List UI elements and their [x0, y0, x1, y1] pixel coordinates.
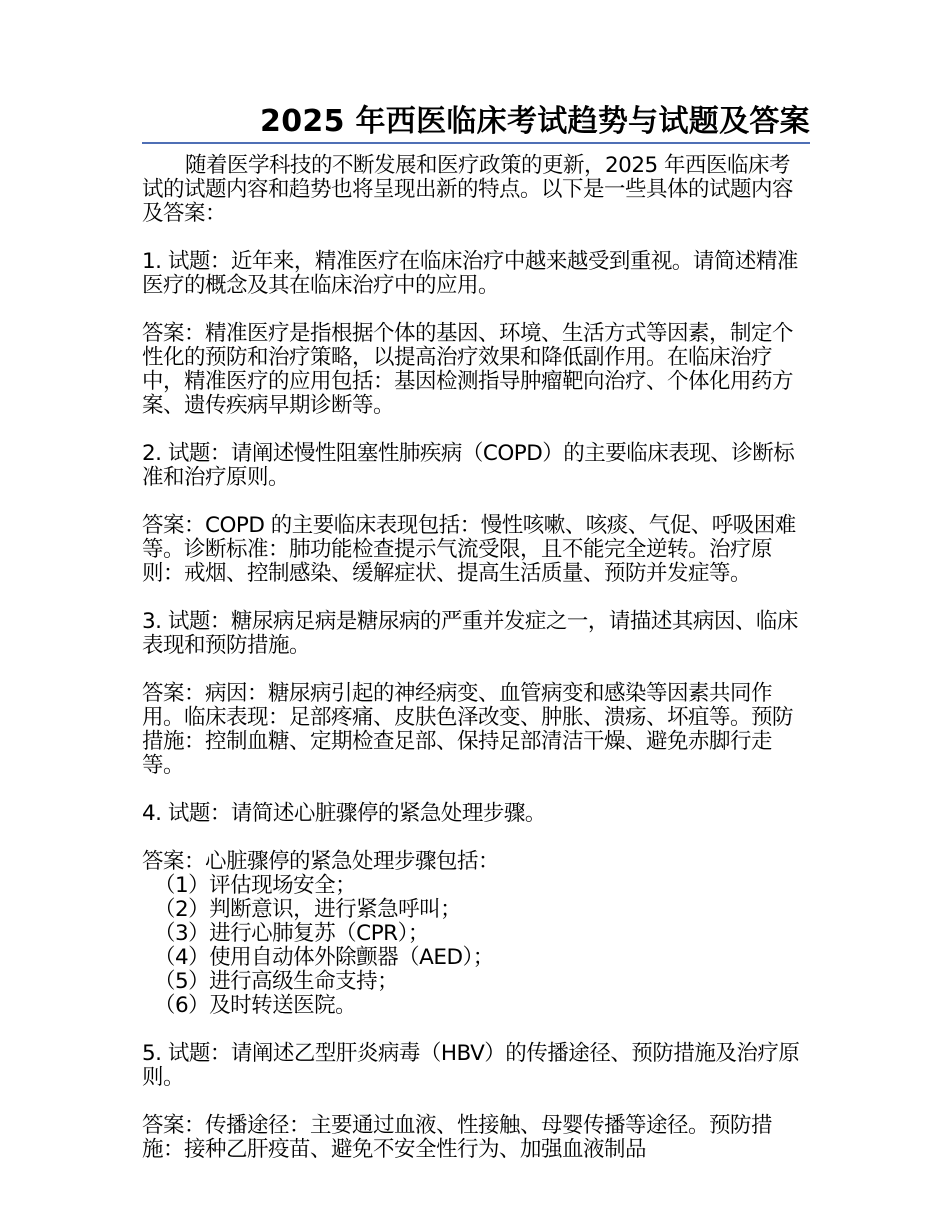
document-page [142, 102, 810, 1186]
answer-5: 答案：传播途径：主要通过血液、性接触、母婴传播等途径。预防措施：接种乙肝疫苗、避免不安全性行为、加强血液制品 [142, 1113, 773, 1162]
intro-paragraph: 随着医学科技的不断发展和医疗政策的更新，2025 年西医临床考试的试题内容和趋势也将呈现出新的特点。以下是一些具体的试题内容及答案： [142, 153, 794, 226]
question-4: 4. 试题：请简述心脏骤停的紧急处理步骤。 [142, 801, 546, 826]
answer-4-step: （1）评估现场安全； [154, 873, 357, 898]
answer-1: 答案：精准医疗是指根据个体的基因、环境、生活方式等因素，制定个性化的预防和治疗策略，以提高治疗效果和降低副作用。在临床治疗中，精准医疗的应用包括：基因检测指导肿瘤靶向治疗、个体化用药方案、遗传疾病早期诊断等。 [142, 321, 794, 418]
answer-4-step: （5）进行高级生命支持； [154, 969, 399, 994]
answer-4-step: （3）进行心肺复苏（CPR）； [154, 921, 429, 946]
question-3: 3. 试题：糖尿病足病是糖尿病的严重并发症之一，请描述其病因、临床表现和预防措施。 [142, 609, 798, 658]
answer-4-step: （4）使用自动体外除颤器（AED）； [154, 945, 494, 970]
page-title: 2025 年西医临床考试趋势与试题及答案 [260, 104, 810, 139]
question-1: 1. 试题：近年来，精准医疗在临床治疗中越来越受到重视。请简述精准医疗的概念及其在临床治疗中的应用。 [142, 249, 798, 298]
question-5: 5. 试题：请阐述乙型肝炎病毒（HBV）的传播途径、预防措施及治疗原则。 [142, 1041, 800, 1090]
answer-4-intro: 答案：心脏骤停的紧急处理步骤包括： [142, 849, 500, 874]
answer-2: 答案：COPD 的主要临床表现包括：慢性咳嗽、咳痰、气促、呼吸困难等。诊断标准：肺功能检查提示气流受限，且不能完全逆转。治疗原则：戒烟、控制感染、缓解症状、提高生活质量、预防并发症等。 [142, 513, 796, 586]
answer-4-step: （6）及时转送医院。 [154, 993, 357, 1018]
answer-4-step: （2）判断意识，进行紧急呼叫； [154, 897, 462, 922]
question-2: 2. 试题：请阐述慢性阻塞性肺疾病（COPD）的主要临床表现、诊断标准和治疗原则。 [142, 441, 795, 490]
answer-3: 答案：病因：糖尿病引起的神经病变、血管病变和感染等因素共同作用。临床表现：足部疼痛、皮肤色泽改变、肿胀、溃疡、坏疽等。预防措施：控制血糖、定期检查足部、保持足部清洁干燥、避免赤脚行走等。 [142, 681, 794, 778]
title-underline [142, 142, 810, 144]
answer-4 [142, 850, 810, 1018]
